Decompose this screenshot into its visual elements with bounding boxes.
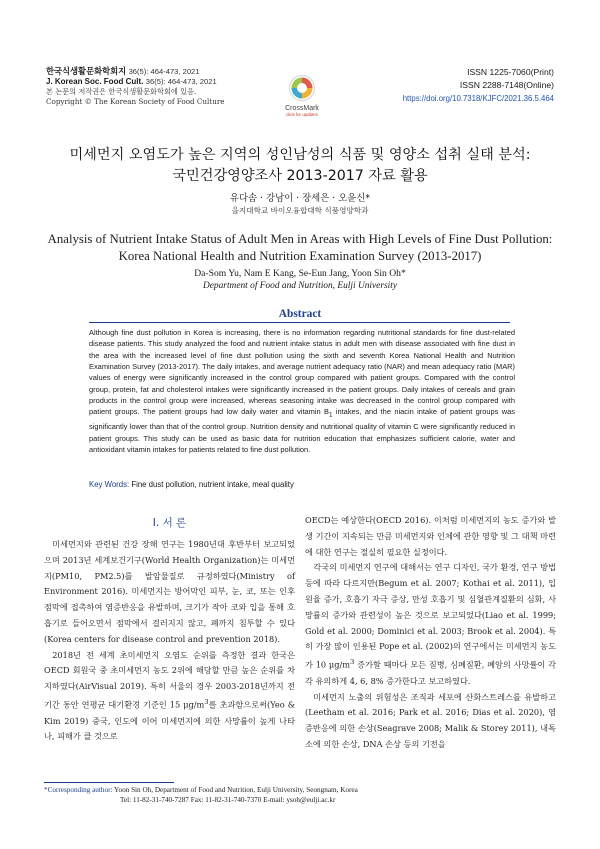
paragraph-part-1: 2018년 전 세계 초미세먼지 오염도 순위를 측정한 결과 한국은 OECD 회원국 중 초미세먼지 농도 2위에 해당할 만큼 높은 순위를 차지하였다(AirVisual 2019). 특히 서울의 경우 2003-2018년까지 전 기간 동안 연평균 대기환경 기준인 15 μg/m	[44, 649, 295, 710]
paragraph-part-1: 각국의 미세먼지 연구에 대해서는 연구 디자인, 국가 환경, 연구 방법 등에 따라 다르지만(Begum et al. 2007; Kothai et al. 2011), 입원율 증가, 호흡기 자극 증상, 만성 호흡기 및 심혈관계질환의 심화, 사망률의 증가와 관련성이 높은 것으로 보고되었다(Liao et al. 1999; Gold et al. 2000; Dominici et al. 2003; Brook et al. 2004). 특히 가장 많이 인용된 Pope et al. (2002)의 연구에서는 미세먼지 농도가 10 μg/m	[305, 562, 556, 670]
english-title-line-2: Korea National Health and Nutrition Examination Survey (2013-2017)	[118, 249, 482, 263]
paragraph: 미세먼지 노출의 위험성은 조직과 세포에 산화스트레스를 유발하고(Leetham et al. 2016; Park et al. 2016; Dias et al. 2020), 염증반응에 의한 손상(Seagrave 2008; Malik & Storey 2011), 내독소에 의한 손상, DNA 손상 등의 기전을	[305, 691, 556, 749]
abstract-text-part-1: Although fine dust pollution in Korea is increasing, there is no information regarding nutritional standards for fine dust-related disease patients. This study analyzed the food and nutrient intake status in adult men with disease associated with fine dust in the area with the increased level of fine dust pollution using the sixth and seventh Korea National Health and Nutrition Examination Survey (2013-2017). The daily intakes, and average nutrient adequacy ratio (NAR) and mean adequacy ratio (MAR) values of energy were significantly increased in the control group compared with patient groups. Compared with the control group, protein, fat and cholesterol intakes were significantly increased in the patient groups. Daily intakes of cereals and grain products in the control group were increased, whereas seasoning intake was decreased in the control group compared with patient groups. The patient groups had low daily water and vitamin B	[89, 328, 515, 417]
body-column-left	[44, 513, 295, 745]
issn-block	[403, 66, 554, 105]
abstract-text-part-2: intakes, and the niacin intake of patient groups was significantly lower than that of the control group. Nutrition density and nutritional quality of vitamin C were significantly reduced in patient groups. This study can be used as basic data for nutrition education that emphasizes sufficient calorie, water and antioxidant vitamin intakes for patients related to fine dust pollution.	[89, 407, 515, 454]
paragraph	[305, 560, 556, 689]
english-authors: Da-Som Yu, Nam E Kang, Se-Eun Jang, Yoon Sin Oh*	[194, 268, 406, 279]
keywords-list: Fine dust pollution, nutrient intake, meal quality	[129, 480, 294, 489]
crossmark-label: CrossMark	[285, 105, 319, 112]
body-column-right	[305, 513, 556, 753]
journal-name-korean-line	[46, 66, 296, 77]
paragraph	[44, 648, 295, 746]
abstract-heading: Abstract	[278, 308, 322, 320]
crossmark-icon	[288, 74, 316, 104]
korean-title-line-2: 국민건강영양조사 2013-2017 자료 활용	[172, 168, 428, 184]
abstract-text	[89, 327, 515, 455]
crossmark-badge[interactable]	[280, 74, 324, 117]
crossmark-sublabel: click for updates	[286, 112, 318, 117]
korean-title-line-1: 미세먼지 오염도가 높은 지역의 성인남성의 식품 및 영양소 섭취 실태 분석:	[69, 147, 531, 163]
footnote-line-1	[44, 786, 358, 796]
copyright-korean: 본 논문의 저작권은 한국식생활문화학회에 있음.	[46, 87, 197, 96]
abstract-divider	[89, 322, 510, 323]
english-affiliation: Department of Food and Nutrition, Eulji University	[203, 281, 397, 291]
korean-affiliation: 을지대학교 바이오융합대학 식품영양학과	[231, 206, 369, 215]
issn-online: ISSN 2288-7148(Online)	[459, 80, 554, 90]
journal-volume-korean: 36(5): 464-473, 2021	[128, 67, 200, 76]
journal-header	[46, 66, 296, 107]
paragraph: 미세먼지와 관련된 건강 장해 연구는 1980년대 후반부터 보고되었으며 2013년 세계보건기구(World Health Organization)는 미세먼지(PM10, PM2.5)를 발암물질로 규정하였다(Ministry of Environment 2016). 미세먼지는 방어막인 피부, 눈, 코, 또는 인후 점막에 접촉하여 염증반응을 유발하며, 크기가 작아 코와 입을 통해 호흡기로 들어오면서 점막에서 걸러지지 않고, 폐까지 침투할 수 있다(Korea centers for disease control and prevention 2018).	[44, 539, 295, 644]
keywords-label: Key Words:	[89, 480, 130, 489]
english-title	[30, 231, 570, 265]
superscript: 3	[204, 697, 209, 706]
paragraph-part-2: 증가할 때마다 모든 질병, 심폐질환, 폐암의 사망률이 각각 유의하게 4, 6, 8% 증가한다고 보고하였다.	[305, 659, 556, 686]
journal-name-korean: 한국식생활문화학회지	[46, 66, 127, 76]
footnote-divider	[44, 782, 174, 783]
corresponding-author-footnote	[44, 786, 358, 806]
english-title-line-1: Analysis of Nutrient Intake Status of Adult Men in Areas with High Levels of Fine Dust Pollution:	[47, 232, 553, 246]
corresponding-author-label: *Corresponding author:	[44, 786, 113, 794]
journal-volume-english: 36(5): 464-473, 2021	[145, 77, 217, 86]
korean-title	[40, 145, 560, 187]
journal-name-english: J. Korean Soc. Food Cult.	[46, 77, 144, 86]
superscript: 3	[350, 658, 355, 667]
contact-info: Tel: 11-82-31-740-7287 Fax: 11-82-31-740-7370 E-mail: ysoh@eulji.ac.kr	[120, 795, 336, 804]
keywords	[89, 480, 519, 489]
doi-link[interactable]: https://doi.org/10.7318/KJFC/2021.36.5.464	[402, 94, 554, 103]
corresponding-author-info: Yoon Sin Oh, Department of Food and Nutrition, Eulji University, Seongnam, Korea	[114, 786, 358, 794]
copyright-english: Copyright © The Korean Society of Food Culture	[46, 97, 225, 106]
abstract-subscript: 1	[329, 411, 333, 419]
paragraph: OECD는 예상한다(OECD 2016). 이처럼 미세먼지의 농도 증가와 발생 기간이 지속되는 만큼 미세먼지와 인체에 관한 영향 및 그 대책 마련에 대한 연구는 절실히 필요한 실정이다.	[305, 515, 556, 557]
section-heading: Ⅰ. 서 론	[152, 517, 187, 529]
issn-print: ISSN 1225-7060(Print)	[467, 67, 554, 77]
journal-name-english-line	[46, 77, 296, 87]
korean-authors: 유다솜 · 강남이 · 장세은 · 오윤신*	[229, 193, 371, 204]
paragraph-part-2: 를 초과함으로써(Yeo & Kim 2019) 중국, 인도에 이어 미세먼지에 의한 사망률이 높게 나타나, 피해가 클 것으로	[44, 699, 295, 742]
